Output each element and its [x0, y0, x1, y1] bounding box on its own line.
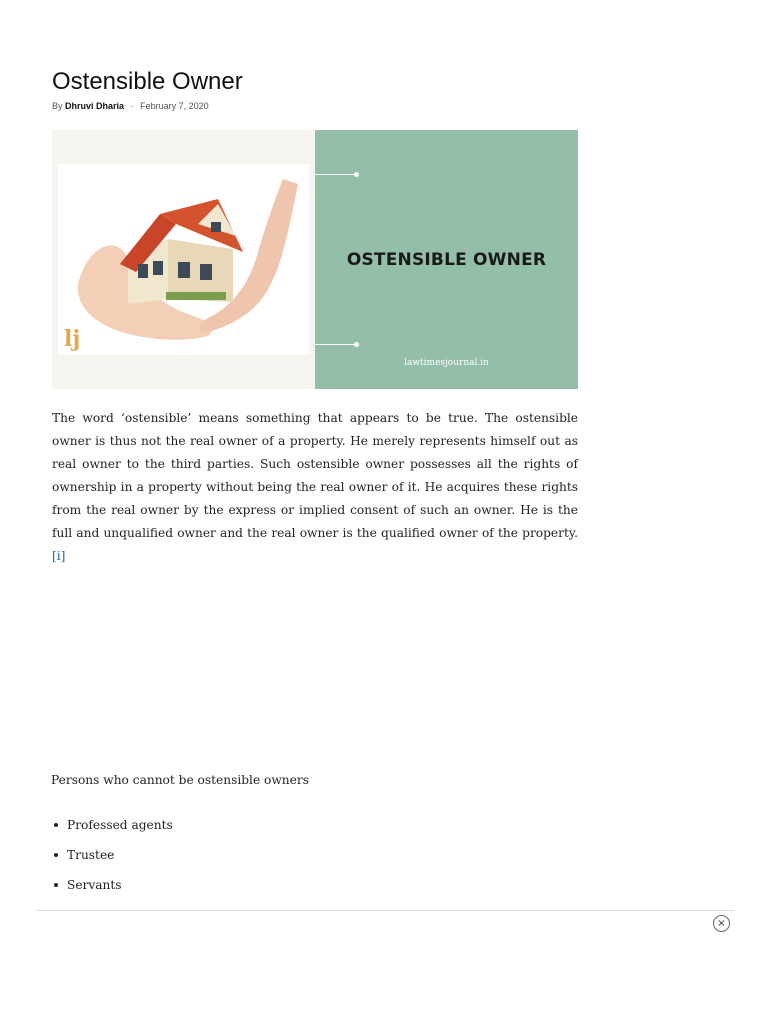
list-item: Servants [52, 875, 173, 905]
article-meta [52, 101, 209, 111]
paragraph-text: The word ‘ostensible’ means something that appears to be true. The ostensible owner is thus not the real owner of a property. He merely represents himself out as real owner to the third parties. Such ostensible owner possesses all the rights of ownership in a property without being the real owner of it. He acquires these rights from the real owner by the express or implied consent of such an owner. He is the full and unqualified owner and the real owner is the qualified owner of the property. [52, 411, 578, 540]
hero-heading: OSTENSIBLE OWNER [346, 250, 547, 270]
hero-left-panel [52, 130, 315, 389]
decorative-line [315, 344, 357, 345]
page-title: Ostensible Owner [52, 68, 243, 95]
decorative-line [315, 174, 357, 175]
close-icon[interactable]: × [713, 915, 730, 932]
house-window [153, 261, 163, 275]
sticky-ad-banner [36, 910, 734, 1025]
featured-image [52, 130, 578, 389]
section-label: Persons who cannot be ostensible owners [51, 773, 309, 787]
list-item: Trustee [52, 845, 173, 875]
list-item: Professed agents [52, 815, 173, 845]
house-window [211, 222, 221, 232]
article-paragraph [52, 407, 578, 568]
bullet-list [52, 815, 173, 905]
meta-separator: - [130, 101, 134, 111]
house-illustration [58, 164, 309, 355]
house-window [138, 264, 148, 278]
hero-right-panel [315, 130, 578, 389]
house-window [178, 262, 190, 278]
byline-prefix: By [52, 101, 63, 111]
publish-date: February 7, 2020 [140, 101, 209, 111]
site-logo-mark: lj [64, 326, 81, 352]
author-link[interactable]: Dhruvi Dharia [65, 101, 125, 111]
house-in-hands-image [58, 164, 309, 355]
house-garden [166, 292, 226, 300]
footnote-link[interactable]: [i] [52, 549, 66, 563]
hero-site-name: lawtimesjournal.in [404, 358, 489, 368]
house-window [200, 264, 212, 280]
